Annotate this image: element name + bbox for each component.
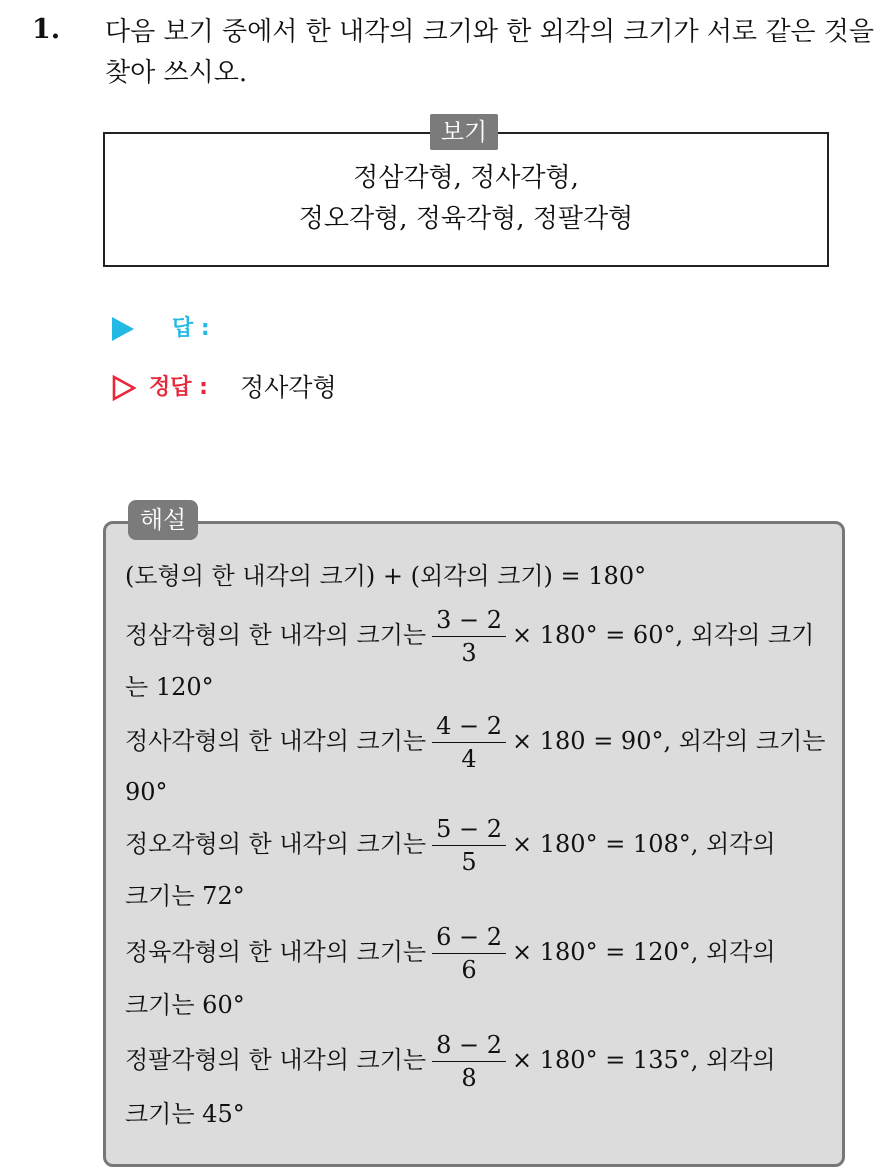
outline-triangle-icon xyxy=(112,375,136,401)
triangle-text: 정삼각형의 한 내각의 크기는 xyxy=(125,621,427,649)
explanation-line-pentagon xyxy=(125,809,776,879)
pentagon-text: 정오각형의 한 내각의 크기는 xyxy=(125,830,427,858)
fraction-denominator: 8 xyxy=(461,1064,477,1092)
fraction xyxy=(432,710,506,775)
explanation-line-triangle-cont: 는 120° xyxy=(125,673,214,701)
correct-answer-value: 정사각형 xyxy=(240,373,337,402)
explanation-line-square xyxy=(125,706,825,776)
fraction xyxy=(432,813,506,878)
fraction xyxy=(432,921,506,986)
explanation-line-octagon-cont: 크기는 45° xyxy=(125,1100,245,1128)
fraction-denominator: 5 xyxy=(461,848,477,876)
explanation-line-triangle xyxy=(125,600,814,670)
explanation-label: 해설 xyxy=(128,500,198,540)
correct-answer-row xyxy=(112,370,412,406)
explanation-line-pentagon-cont: 크기는 72° xyxy=(125,882,245,910)
explanation-line-octagon xyxy=(125,1025,776,1095)
bogi-line-2: 정오각형, 정육각형, 정팔각형 xyxy=(298,204,634,234)
correct-answer-label: 정답 : xyxy=(149,375,208,400)
fraction-denominator: 6 xyxy=(461,956,477,984)
fraction xyxy=(432,1029,506,1094)
triangle-result: × 180° = 60°, 외각의 크기 xyxy=(512,621,815,649)
pentagon-result: × 180° = 108°, 외각의 xyxy=(512,830,776,858)
fraction-numerator: 6 − 2 xyxy=(432,921,506,954)
square-text: 정사각형의 한 내각의 크기는 xyxy=(125,727,427,755)
bogi-line-1: 정삼각형, 정사각형, xyxy=(353,163,579,193)
fraction-numerator: 3 − 2 xyxy=(432,604,506,637)
hexagon-result: × 180° = 120°, 외각의 xyxy=(512,938,776,966)
answer-row xyxy=(112,311,312,347)
explanation-line-hexagon xyxy=(125,917,776,987)
question-number: 1. xyxy=(32,14,61,45)
explanation-line-sum: (도형의 한 내각의 크기) + (외각의 크기) = 180° xyxy=(125,562,647,590)
question-text: 다음 보기 중에서 한 내각의 크기와 한 외각의 크기가 서로 같은 것을 찾아 쓰시오. xyxy=(105,17,875,88)
fraction-numerator: 8 − 2 xyxy=(432,1029,506,1062)
explanation-line-hexagon-cont: 크기는 60° xyxy=(125,991,245,1019)
fraction-denominator: 3 xyxy=(461,639,477,667)
octagon-text: 정팔각형의 한 내각의 크기는 xyxy=(125,1046,427,1074)
play-triangle-icon xyxy=(112,317,134,341)
fraction xyxy=(432,604,506,669)
square-result: × 180 = 90°, 외각의 크기는 xyxy=(512,727,826,755)
fraction-numerator: 4 − 2 xyxy=(432,710,506,743)
bogi-lines xyxy=(103,158,829,240)
explanation-line-square-cont: 90° xyxy=(125,778,168,806)
answer-label: 답 : xyxy=(172,316,210,341)
bogi-label: 보기 xyxy=(430,114,498,150)
fraction-numerator: 5 − 2 xyxy=(432,813,506,846)
octagon-result: × 180° = 135°, 외각의 xyxy=(512,1046,776,1074)
hexagon-text: 정육각형의 한 내각의 크기는 xyxy=(125,938,427,966)
fraction-denominator: 4 xyxy=(461,745,477,773)
